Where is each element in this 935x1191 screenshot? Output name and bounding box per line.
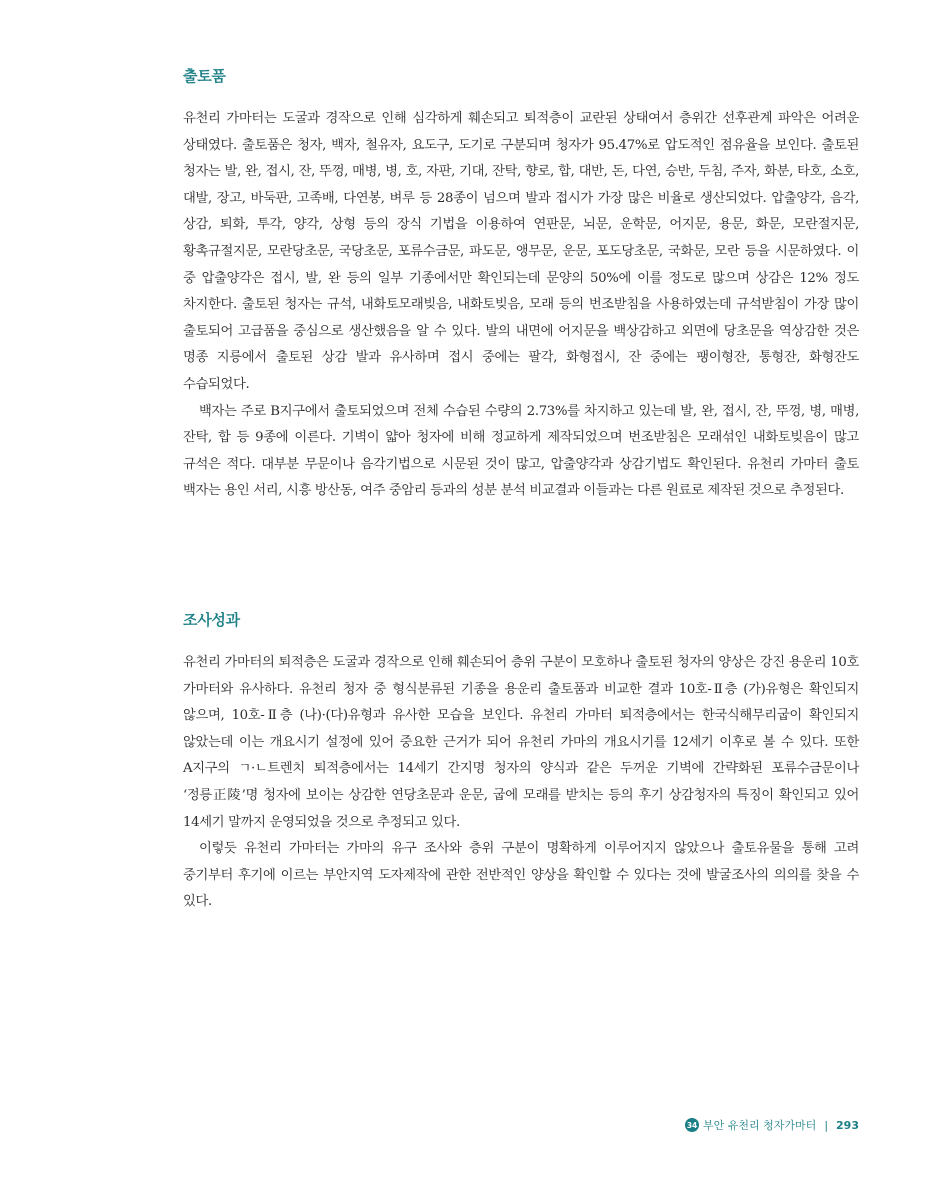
footer-separator: | (824, 1118, 829, 1132)
body-paragraph: 유천리 가마터의 퇴적층은 도굴과 경작으로 인해 훼손되어 층위 구분이 모호하나 출토된 청자의 양상은 강진 용운리 10호 가마터와 유사하다. 유천리 청자 중 형식분류된 기종을 용운리 출토품과 비교한 결과 10호-Ⅱ층 (가)유형은 확인되지 않으며, 10호-Ⅱ층 (나)·(다)유형과 유사한 모습을 보인다. 유천리 가마터 퇴적층에서는 한국식해무리굽이 확인되지 않았는데 이는 개요시기 설정에 있어 중요한 근거가 되어 유천리 가마의 개요시기를 12세기 이후로 볼 수 있다. 또한 A지구의 ㄱ·ㄴ트렌치 퇴적층에서는 14세기 간지명 청자의 양식과 같은 두꺼운 기벽에 간략화된 포류수금문이나 ‘정릉正陵’명 청자에 보이는 상감한 연당초문과 운문, 굽에 모래를 받치는 등의 후기 상감청자의 특징이 확인되고 있어 14세기 말까지 운영되었을 것으로 추정되고 있다. (183, 655, 859, 830)
body-paragraph: 유천리 가마터는 도굴과 경작으로 인해 심각하게 훼손되고 퇴적층이 교란된 상태여서 층위간 선후관계 파악은 어려운 상태였다. 출토품은 청자, 백자, 철유자, 요도구, 도기로 구분되며 청자가 95.47%로 압도적인 점유율을 보인다. 출토된 청자는 발, 완, 접시, 잔, 뚜껑, 매병, 병, 호, 자판, 기대, 잔탁, 향로, 합, 대반, 돈, 다연, 승반, 두침, 주자, 화분, 타호, 소호, 대발, 장고, 바둑판, 고족배, 다연봉, 벼루 등 28종이 넘으며 발과 접시가 가장 많은 비율로 생산되었다. 압출양각, 음각, 상감, 퇴화, 투각, 양각, 상형 등의 장식 기법을 이용하여 연판문, 뇌문, 운학문, 어지문, 용문, 화문, 모란절지문, 황촉규절지문, 모란당초문, 국당초문, 포류수금문, 파도문, 앵무문, 운문, 포도당초문, 국화문, 모란 등을 시문하였다. 이 중 압출양각은 접시, 발, 완 등의 일부 기종에서만 확인되는데 문양의 50%에 이를 정도로 많으며 상감은 12% 정도 차지한다. 출토된 청자는 규석, 내화토모래빚음, 내화토빚음, 모래 등의 번조받침을 사용하였는데 규석받침이 가장 많이 출토되어 고급품을 중심으로 생산했음을 알 수 있다. 발의 내면에 어지문을 백상감하고 외면에 당초문을 역상감한 것은 명종 지릉에서 출토된 상감 발과 유사하며 접시 중에는 팔각, 화형접시, 잔 중에는 팽이형잔, 통형잔, 화형잔도 수습되었다. (183, 111, 859, 392)
body-paragraph: 백자는 주로 B지구에서 출토되었으며 전체 수습된 수량의 2.73%를 차지하고 있는데 발, 완, 접시, 잔, 뚜껑, 병, 매병, 잔탁, 합 등 9종에 이른다. 기벽이 얇아 청자에 비해 정교하게 제작되었으며 번조받침은 모래섞인 내화토빚음이 많고 규석은 적다. 대부분 무문이나 음각기법으로 시문된 것이 많고, 압출양각과 상감기법도 확인된다. 유천리 가마터 출토 백자는 용인 서리, 시흥 방산동, 여주 중암리 등과의 성분 분석 비교결과 이들과는 다른 원료로 제작된 것으로 추정된다. (183, 403, 859, 499)
section-title: 출토품 (183, 67, 226, 85)
page-footer (685, 1115, 859, 1135)
section-excavated-artifacts (183, 64, 859, 505)
section-survey-results (183, 608, 859, 916)
book-title: 부안 유천리 청자가마터 (703, 1119, 817, 1132)
chapter-number-badge: 34 (685, 1118, 699, 1132)
body-paragraph: 이렇듯 유천리 가마터는 가마의 유구 조사와 층위 구분이 명확하게 이루어지지 않았으나 출토유물을 통해 고려 중기부터 후기에 이르는 부안지역 도자제작에 관한 전반적인 양상을 확인할 수 있다는 것에 발굴조사의 의의를 찾을 수 있다. (183, 841, 859, 910)
page-number: 293 (836, 1118, 859, 1132)
section-title: 조사성과 (183, 611, 240, 629)
